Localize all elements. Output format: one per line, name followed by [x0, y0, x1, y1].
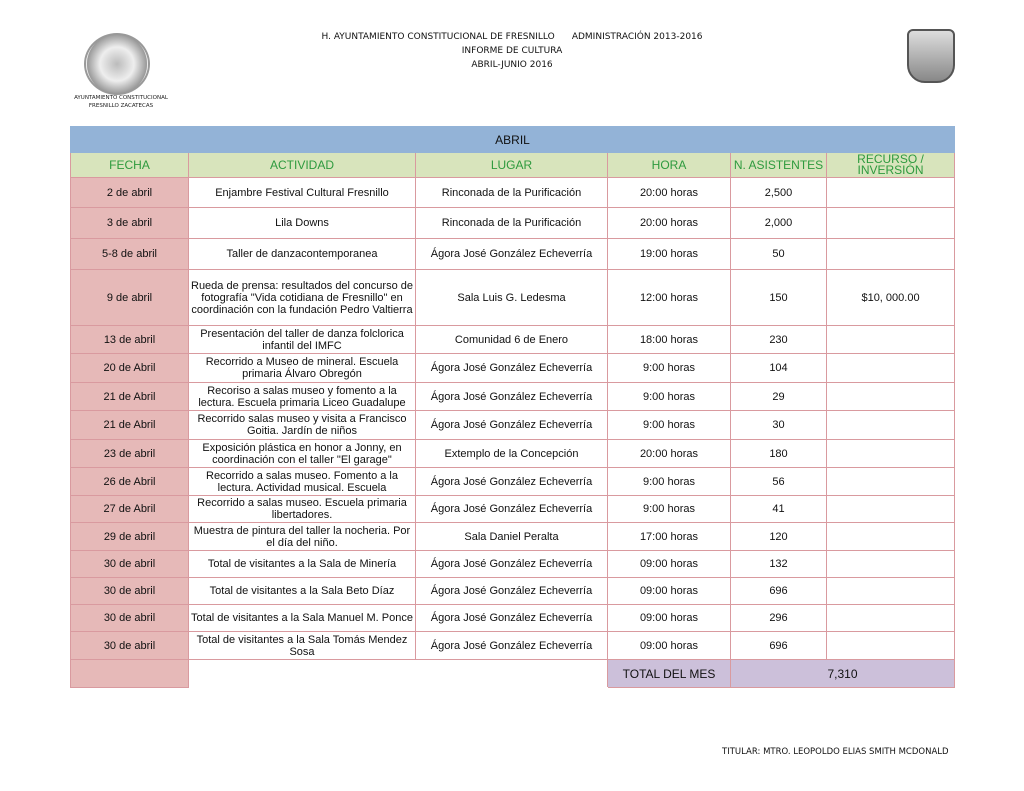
- cell-asistentes: 29: [731, 383, 827, 411]
- month-title: ABRIL: [71, 127, 955, 153]
- fresnillo-crest-logo: [907, 29, 955, 83]
- cell-recurso: [827, 440, 955, 468]
- cell-lugar: Ágora José González Echeverría: [416, 411, 608, 440]
- cell-hora: 12:00 horas: [608, 270, 731, 326]
- cell-fecha: 9 de abril: [71, 270, 189, 326]
- table-row: [71, 270, 955, 326]
- mexican-coat-of-arms-logo: [84, 33, 150, 95]
- cell-recurso: [827, 605, 955, 632]
- col-hora: HORA: [608, 153, 731, 178]
- table-row: [71, 411, 955, 440]
- cell-lugar: Ágora José González Echeverría: [416, 551, 608, 578]
- cell-hora: 09:00 horas: [608, 632, 731, 660]
- cell-actividad: Recorrido a Museo de mineral. Escuela primaria Álvaro Obregón: [189, 354, 416, 383]
- cell-lugar: Ágora José González Echeverría: [416, 605, 608, 632]
- table-row: [71, 383, 955, 411]
- cell-recurso: [827, 383, 955, 411]
- cell-hora: 9:00 horas: [608, 496, 731, 523]
- cell-recurso: [827, 239, 955, 270]
- cell-asistentes: 41: [731, 496, 827, 523]
- cell-fecha: 13 de abril: [71, 326, 189, 354]
- cell-actividad: Total de visitantes a la Sala Beto Díaz: [189, 578, 416, 605]
- cell-hora: 18:00 horas: [608, 326, 731, 354]
- cell-actividad: Total de visitantes a la Sala de Minería: [189, 551, 416, 578]
- cell-actividad: Enjambre Festival Cultural Fresnillo: [189, 178, 416, 208]
- cell-recurso: [827, 523, 955, 551]
- cell-asistentes: 132: [731, 551, 827, 578]
- table-row: [71, 178, 955, 208]
- cell-lugar: Ágora José González Echeverría: [416, 632, 608, 660]
- table-row: [71, 496, 955, 523]
- header-line1: H. AYUNTAMIENTO CONSTITUCIONAL DE FRESNILLO ADMINISTRACIÓN 2013-2016: [321, 32, 703, 42]
- cell-asistentes: 50: [731, 239, 827, 270]
- cell-actividad: Total de visitantes a la Sala Manuel M. Ponce: [189, 605, 416, 632]
- cell-actividad: Exposición plástica en honor a Jonny, en coordinación con el taller "El garage": [189, 440, 416, 468]
- table-row: [71, 440, 955, 468]
- cell-fecha: 3 de abril: [71, 208, 189, 239]
- cell-actividad: Muestra de pintura del taller la nocheria. Por el día del niño.: [189, 523, 416, 551]
- activities-table: [70, 126, 955, 688]
- cell-fecha: 23 de abril: [71, 440, 189, 468]
- cell-fecha: 2 de abril: [71, 178, 189, 208]
- header-line3: ABRIL-JUNIO 2016: [471, 60, 553, 70]
- cell-fecha: 30 de abril: [71, 632, 189, 660]
- cell-fecha: 30 de abril: [71, 578, 189, 605]
- col-lugar: LUGAR: [416, 153, 608, 178]
- cell-recurso: [827, 468, 955, 496]
- cell-recurso: [827, 578, 955, 605]
- cell-lugar: Ágora José González Echeverría: [416, 578, 608, 605]
- cell-fecha: 21 de Abril: [71, 383, 189, 411]
- cell-asistentes: 2,500: [731, 178, 827, 208]
- cell-hora: 9:00 horas: [608, 411, 731, 440]
- cell-fecha: 26 de Abril: [71, 468, 189, 496]
- cell-lugar: Ágora José González Echeverría: [416, 354, 608, 383]
- table-row: [71, 523, 955, 551]
- col-recurso: RECURSO / INVERSIÓN: [827, 153, 955, 178]
- logo-caption-line1: AYUNTAMIENTO CONSTITUCIONAL: [74, 95, 168, 101]
- cell-fecha: 30 de abril: [71, 551, 189, 578]
- cell-lugar: Rinconada de la Purificación: [416, 178, 608, 208]
- cell-lugar: Ágora José González Echeverría: [416, 239, 608, 270]
- cell-hora: 19:00 horas: [608, 239, 731, 270]
- cell-hora: 09:00 horas: [608, 605, 731, 632]
- cell-hora: 9:00 horas: [608, 354, 731, 383]
- cell-recurso: [827, 208, 955, 239]
- cell-asistentes: 296: [731, 605, 827, 632]
- cell-actividad: Lila Downs: [189, 208, 416, 239]
- cell-actividad: Recoriso a salas museo y fomento a la lectura. Escuela primaria Liceo Guadalupe: [189, 383, 416, 411]
- cell-recurso: [827, 178, 955, 208]
- cell-recurso: [827, 354, 955, 383]
- cell-lugar: Rinconada de la Purificación: [416, 208, 608, 239]
- cell-asistentes: 56: [731, 468, 827, 496]
- table-row: [71, 239, 955, 270]
- cell-recurso: [827, 411, 955, 440]
- table-row: [71, 208, 955, 239]
- cell-lugar: Ágora José González Echeverría: [416, 468, 608, 496]
- table-row: [71, 326, 955, 354]
- cell-recurso: [827, 551, 955, 578]
- total-label: TOTAL DEL MES: [608, 660, 731, 688]
- cell-recurso: [827, 326, 955, 354]
- cell-lugar: Extemplo de la Concepción: [416, 440, 608, 468]
- table-row: [71, 551, 955, 578]
- cell-hora: 20:00 horas: [608, 178, 731, 208]
- cell-recurso: [827, 496, 955, 523]
- logo-caption: [66, 94, 176, 110]
- cell-actividad: Total de visitantes a la Sala Tomás Mendez Sosa: [189, 632, 416, 660]
- table-row: [71, 605, 955, 632]
- table-row: [71, 632, 955, 660]
- document-header: [250, 30, 774, 72]
- cell-recurso: [827, 632, 955, 660]
- table-row: [71, 354, 955, 383]
- column-headers: [71, 153, 955, 178]
- cell-lugar: Comunidad 6 de Enero: [416, 326, 608, 354]
- cell-hora: 9:00 horas: [608, 383, 731, 411]
- logo-caption-line2: FRESNILLO ZACATECAS: [88, 103, 154, 109]
- cell-actividad: Recorrido a salas museo. Fomento a la lectura. Actividad musical. Escuela: [189, 468, 416, 496]
- col-fecha: FECHA: [71, 153, 189, 178]
- cell-fecha: 5-8 de abril: [71, 239, 189, 270]
- cell-lugar: Sala Daniel Peralta: [416, 523, 608, 551]
- cell-asistentes: 120: [731, 523, 827, 551]
- cell-lugar: Ágora José González Echeverría: [416, 496, 608, 523]
- cell-asistentes: 230: [731, 326, 827, 354]
- cell-fecha: 30 de abril: [71, 605, 189, 632]
- cell-asistentes: 696: [731, 632, 827, 660]
- cell-fecha: 27 de Abril: [71, 496, 189, 523]
- table-row: [71, 468, 955, 496]
- cell-hora: 20:00 horas: [608, 440, 731, 468]
- cell-recurso: $10, 000.00: [827, 270, 955, 326]
- cell-asistentes: 30: [731, 411, 827, 440]
- cell-lugar: Sala Luis G. Ledesma: [416, 270, 608, 326]
- cell-asistentes: 696: [731, 578, 827, 605]
- cell-hora: 17:00 horas: [608, 523, 731, 551]
- cell-actividad: Recorrido salas museo y visita a Francisco Goitia. Jardín de niños: [189, 411, 416, 440]
- col-asistentes: N. ASISTENTES: [731, 153, 827, 178]
- cell-hora: 20:00 horas: [608, 208, 731, 239]
- header-line2: INFORME DE CULTURA: [461, 46, 563, 56]
- cell-fecha: 29 de abril: [71, 523, 189, 551]
- cell-fecha: 20 de Abril: [71, 354, 189, 383]
- cell-hora: 09:00 horas: [608, 578, 731, 605]
- cell-lugar: Ágora José González Echeverría: [416, 383, 608, 411]
- cell-asistentes: 180: [731, 440, 827, 468]
- footer-titular: TITULAR: MTRO. LEOPOLDO ELIAS SMITH MCDONALD: [722, 747, 949, 757]
- cell-hora: 9:00 horas: [608, 468, 731, 496]
- total-value: 7,310: [731, 660, 955, 688]
- cell-asistentes: 2,000: [731, 208, 827, 239]
- table-row: [71, 578, 955, 605]
- cell-actividad: Rueda de prensa: resultados del concurso de fotografía "Vida cotidiana de Fresnillo" en coordinación con la fundación Pedro Valtierra: [189, 270, 416, 326]
- cell-hora: 09:00 horas: [608, 551, 731, 578]
- cell-actividad: Presentación del taller de danza folclorica infantil del IMFC: [189, 326, 416, 354]
- cell-asistentes: 104: [731, 354, 827, 383]
- cell-actividad: Recorrido a salas museo. Escuela primaria libertadores.: [189, 496, 416, 523]
- col-actividad: ACTIVIDAD: [189, 153, 416, 178]
- cell-asistentes: 150: [731, 270, 827, 326]
- total-row: [71, 660, 955, 688]
- cell-actividad: Taller de danzacontemporanea: [189, 239, 416, 270]
- cell-fecha: 21 de Abril: [71, 411, 189, 440]
